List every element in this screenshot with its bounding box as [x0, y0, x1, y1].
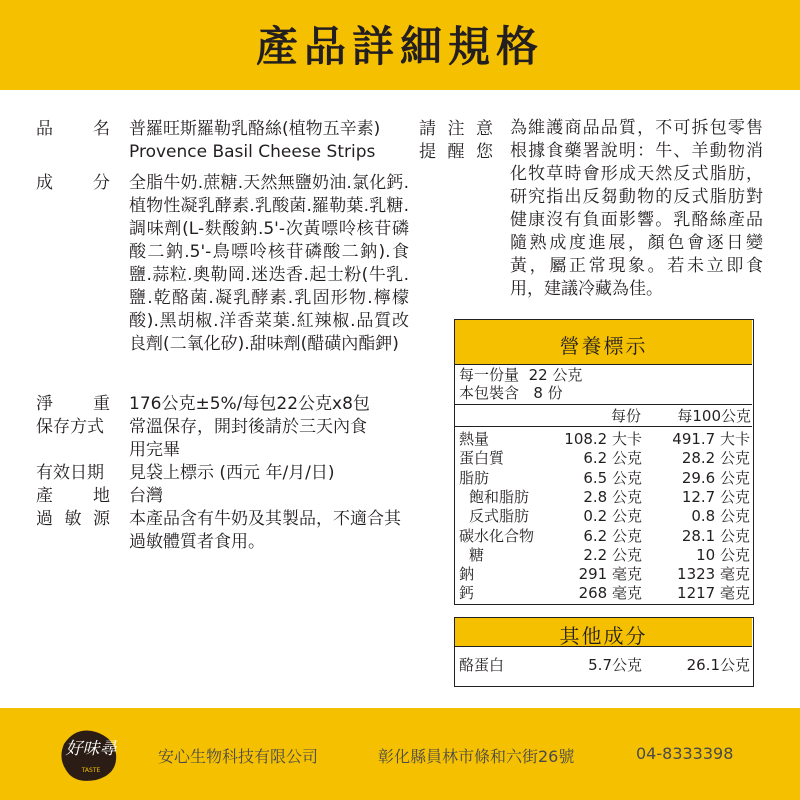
other-ingredients-table [454, 617, 754, 687]
nutrient-per-serving: 2.8 公克 [583, 487, 642, 506]
product-name-english: Provence Basil Cheese Strips [129, 142, 376, 162]
nutrient-name: 脂肪 [459, 468, 490, 487]
nutrient-name: 熱量 [459, 430, 490, 448]
serving-size [459, 366, 582, 384]
nutrient-per-serving: 291 毫克 [578, 565, 642, 584]
nutrient-name: 鈣 [459, 584, 475, 603]
nutrition-row [455, 487, 752, 507]
nutrition-title: 營養標示 [559, 334, 648, 358]
nutrition-row [455, 468, 752, 488]
allergen-label: 過 敏 源 [36, 509, 110, 529]
nutrient-per-100g: 1217 毫克 [677, 584, 750, 603]
storage-value: 常溫保存，開封後請於三天內食用完畢 [129, 417, 367, 460]
nutrient-name: 糖 [469, 545, 485, 564]
nutrient-name: 鈉 [459, 565, 475, 584]
serving-size-value: 22 公克 [528, 366, 583, 384]
nutrient-per-100g: 491.7 大卡 [672, 430, 750, 448]
nutrient-per-serving: 6.2 公克 [583, 526, 642, 545]
net-weight-label: 淨 重 [36, 394, 110, 414]
nutrition-row [455, 506, 752, 526]
company-name: 安心生物科技有限公司 [158, 747, 319, 766]
allergen-value: 本產品含有牛奶及其製品，不適合其過敏體質者食用。 [129, 509, 401, 552]
expiry-label: 有效日期 [36, 463, 104, 483]
nutrient-name: 飽和脂肪 [469, 487, 530, 506]
header-banner [0, 0, 800, 90]
nutrition-row [455, 583, 752, 603]
ingredients-label: 成 分 [36, 173, 110, 193]
product-name-label: 品 名 [36, 119, 110, 139]
nutrient-per-100g: 12.7 公克 [681, 487, 750, 506]
logo-subtext: TASTE [81, 767, 101, 774]
nutrient-per-100g: 29.6 公克 [681, 468, 750, 487]
divider [455, 426, 752, 427]
company-address: 彰化縣員林市條和六街26號 [378, 747, 575, 766]
nutrient-per-serving: 2.2 公克 [583, 545, 642, 564]
serving-size-label: 每一份量 [459, 366, 520, 384]
origin-label: 產 地 [36, 486, 110, 506]
nutrient-per-serving: 108.2 大卡 [564, 430, 642, 448]
storage-label: 保存方式 [36, 417, 104, 437]
servings-per-package [459, 384, 563, 402]
notice-label-line1: 請 注 意 [419, 119, 493, 139]
expiry-value: 見袋上標示 (西元 年/月/日) [129, 463, 335, 483]
servings-value: 8 份 [533, 384, 563, 402]
other-ingredients-header [455, 618, 752, 647]
logo-text: 好味尋 [65, 739, 117, 759]
nutrient-per-serving: 268 毫克 [578, 584, 642, 603]
footer-banner [0, 708, 800, 800]
origin-value: 台灣 [129, 486, 163, 506]
other-ingredients-title: 其他成分 [559, 624, 648, 648]
nutrition-header [455, 320, 752, 365]
nutrition-row [455, 564, 752, 584]
net-weight-value: 176公克±5%/每包22公克x8包 [129, 394, 370, 414]
nutrient-per-serving: 0.2 公克 [583, 507, 642, 526]
product-name-value: 普羅旺斯羅勒乳酪絲(植物五辛素) [129, 119, 381, 139]
column-per-100g: 每100公克 [677, 407, 751, 425]
nutrient-per-serving: 6.2 公克 [583, 449, 642, 468]
brand-logo [56, 724, 126, 784]
company-phone: 04-8333398 [636, 744, 734, 763]
nutrient-per-100g: 0.8 公克 [691, 507, 750, 526]
other-ingredient-per-100g: 26.1公克 [686, 656, 750, 674]
nutrition-row [455, 526, 752, 546]
nutrient-per-100g: 1323 毫克 [677, 565, 750, 584]
nutrient-per-100g: 10 公克 [696, 545, 750, 564]
nutrient-name: 蛋白質 [459, 449, 505, 468]
nutrition-row [455, 545, 752, 565]
notice-label-line2: 提 醒 您 [419, 142, 493, 162]
nutrition-row [455, 448, 752, 468]
column-per-serving: 每份 [610, 407, 641, 425]
servings-label: 本包裝含 [459, 384, 520, 402]
nutrient-name: 反式脂肪 [469, 507, 530, 526]
page-title: 產品詳細規格 [255, 22, 544, 71]
nutrient-per-100g: 28.1 公克 [681, 526, 750, 545]
nutrition-row [455, 429, 752, 449]
other-ingredient-row [455, 654, 752, 676]
nutrient-per-serving: 6.5 公克 [583, 468, 642, 487]
divider [455, 404, 752, 405]
notice-text: 為維護商品品質，不可拆包零售根據食藥署說明：牛、羊動物消化牧草時會形成天然反式脂肪，研究指出反芻動物的反式脂肪對健康沒有負面影響。乳酪絲產品隨熟成度進展，顏色會逐日變黃，屬正常現象。若未立即食用，建議冷藏為佳。 [510, 118, 763, 299]
nutrition-table [454, 319, 754, 605]
other-ingredient-name: 酪蛋白 [459, 656, 505, 674]
other-ingredient-per-serving: 5.7公克 [588, 656, 642, 674]
nutrient-per-100g: 28.2 公克 [681, 449, 750, 468]
nutrient-name: 碳水化合物 [459, 526, 535, 545]
ingredients-value: 全脂牛奶.蔗糖.天然無鹽奶油.氯化鈣.植物性凝乳酵素.乳酸菌.羅勒葉.乳糖.調味劑(L-麩酸鈉.5'-次黃嘌呤核苷磷酸二鈉.5'-鳥嘌呤核苷磷酸二鈉).食鹽.蒜粒.奧勒岡.迷迭香.起士粉(牛乳.鹽.乾酪菌.凝乳酵素.乳固形物.檸檬酸).黑胡椒.洋香菜葉.紅辣椒.品質改良劑(二氧化矽).甜味劑(醋磺內酯鉀) [129, 173, 409, 354]
